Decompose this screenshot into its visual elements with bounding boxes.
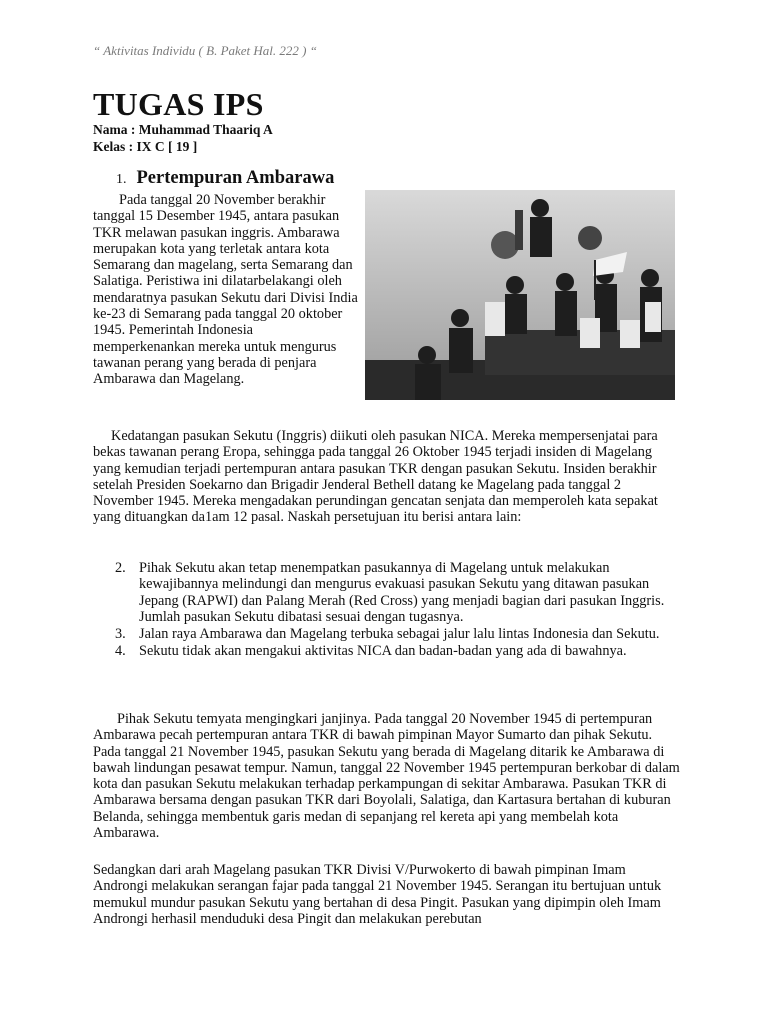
list-item-text: Pihak Sekutu akan tetap menempatkan pasukannya di Magelang untuk melakukan kewajibannya melindungi dan mengurus evakuasi pasukan Sekutu yang ditawan pasukan Jepang (RAPWI) dan Palang Merah (Red Cross) yang menjadi bagian dari pasukan Inggris. Jumlah pasukan Sekutu dibatasi sesuai dengan tugasnya. [139,560,665,625]
paragraph-2 [93,711,683,841]
section-title: Pertempuran Ambarawa [136,168,335,188]
list-item-number: 3. [115,626,126,643]
document-title: TUGAS IPS [93,86,264,122]
list-item-text: Jalan raya Ambarawa dan Magelang terbuka sebagai jalur lalu lintas Indonesia dan Sekutu. [139,626,660,643]
section-heading [116,168,334,189]
agreement-list [93,560,683,661]
intro-paragraph [93,192,358,388]
soldiers-photo-image [365,190,675,400]
list-item-number: 4. [115,643,126,660]
paragraph-2-text: Pihak Sekutu temyata mengingkari janjinya. Pada tanggal 20 November 1945 di pertempuran Ambarawa pecah pertempuran antara TKR di bawah pimpinan Mayor Sumarto dan pihak Sekutu. Pada tanggal 21 November 1945, pasukan Sekutu yang berada di Magelang ditarik ke Ambarawa di bawah lindungan pesawat tempur. Namun, tanggal 22 November 1945 pertempuran berkobar di dalam kota dan pasukan Sekutu melakukan terhadap perkampungan di sekitar Ambarawa. Pasukan TKR di Ambarawa bersama dengan pasukan TKR dari Boyolali, Salatiga, dan Kartasura bertahan di kuburan Belanda, sehingga membentuk garis medan di sepanjang rel kereta api yang membelah kota Ambarawa. [93,711,680,842]
paragraph-1-text: Kedatangan pasukan Sekutu (Inggris) diikuti oleh pasukan NICA. Mereka mempersenjatai para bekas tawanan perang Eropa, sehingga pada tanggal 26 Oktober 1945 terjadi insiden di Magelang yang kemudian terjadi pertempuran antara pasukan TKR dengan pasukan Sekutu. Insiden berakhir setelah Presiden Soekarno dan Brigadir Jenderal Bethell datang ke Magelang pada tanggal 2 November 1945. Mereka mengadakan perundingan gencatan senjata dan memperoleh kata sepakat yang dituangkan da1am 12 pasal. Naskah persetujuan itu berisi antara lain: [93,428,658,526]
assignment-note: “ Aktivitas Individu ( B. Paket Hal. 222 ) “ [93,43,317,58]
section-number: 1. [116,172,127,187]
student-name: Nama : Muhammad Thaariq A [93,122,273,137]
list-item-number: 2. [115,560,126,576]
paragraph-1 [93,428,683,526]
paragraph-3: Sedangkan dari arah Magelang pasukan TKR Divisi V/Purwokerto di bawah pimpinan Imam Androngi melakukan serangan fajar pada tanggal 21 November 1945. Serangan itu bertujuan untuk memukul mundur pasukan Sekutu yang bertahan di desa Pingit. Pasukan yang dipimpin oleh Imam Androngi herhasil menduduki desa Pingit dan melakukan perebutan [93,862,662,927]
list-item-text: Sekutu tidak akan mengakui aktivitas NICA dan badan-badan yang ada di bawahnya. [139,643,627,660]
historical-photo [365,190,675,400]
intro-text: Pada tanggal 20 November berakhir tanggal 15 Desember 1945, antara pasukan TKR melawan pasukan inggris. Ambarawa merupakan kota yang terletak antara kota Semarang dan magelang, serta Semarang dan Salatiga. Peristiwa ini dilatarbelakangi oleh mendaratnya pasukan Sekutu dari Divisi India ke-23 di Semarang pada tanggal 20 oktober 1945. Pemerintah Indonesia memperkenankan mereka untuk mengurus tawanan perang yang berada di penjara Ambarawa dan Magelang. [93,192,358,388]
student-class: Kelas : IX C [ 19 ] [93,139,198,154]
list-item [93,643,683,659]
list-item [93,560,683,625]
list-item [93,626,683,642]
